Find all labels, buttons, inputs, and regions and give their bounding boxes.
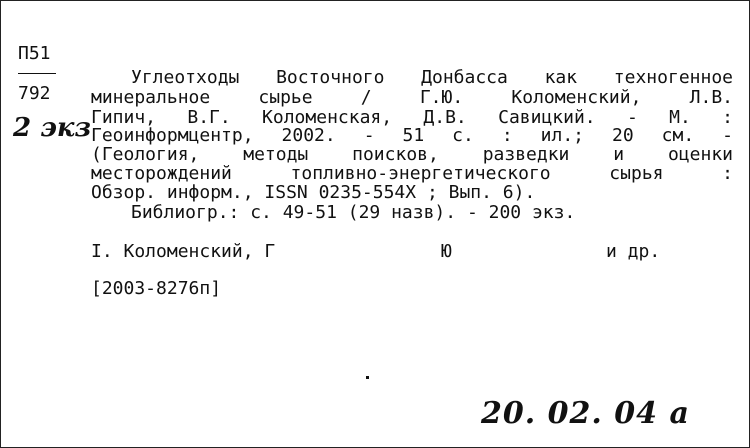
author-entry-etal: и др. <box>606 241 661 262</box>
shelf-divider <box>18 73 56 74</box>
entry-line-3: Гипич, В.Г. Коломенская, Д.В. Савицкий. - М. : <box>91 109 733 127</box>
entry-line-2: минеральное сырье / Г.Ю. Коломенский, Л.В. <box>91 89 733 107</box>
entry-line-1: Углеотходы Восточного Донбасса как техногенное <box>131 69 733 87</box>
shelf-number: 792 <box>18 83 51 104</box>
entry-line-5: (Геология, методы поисков, разведки и оценки <box>91 146 733 164</box>
handwritten-date: 20. 02. 04 а <box>481 396 690 431</box>
record-number: [2003-8276п] <box>91 278 222 299</box>
handwritten-copies-note: 2 экз <box>13 113 92 143</box>
entry-line-7: Обзор. информ., ISSN 0235-554X ; Вып. 6). <box>91 182 536 203</box>
bibliography-line: Библиогр.: с. 49-51 (29 назв). - 200 экз. <box>131 202 576 223</box>
shelf-index: П51 <box>18 43 51 64</box>
author-entry-initial: Ю <box>441 241 452 262</box>
stray-mark <box>366 376 369 379</box>
author-entry-name: I. Коломенский, Г <box>91 241 276 262</box>
entry-line-4: Геоинформцентр, 2002. - 51 с. : ил.; 20 см. - <box>91 127 733 145</box>
entry-line-6: месторождений топливно-энергетического сырья : <box>91 165 733 183</box>
